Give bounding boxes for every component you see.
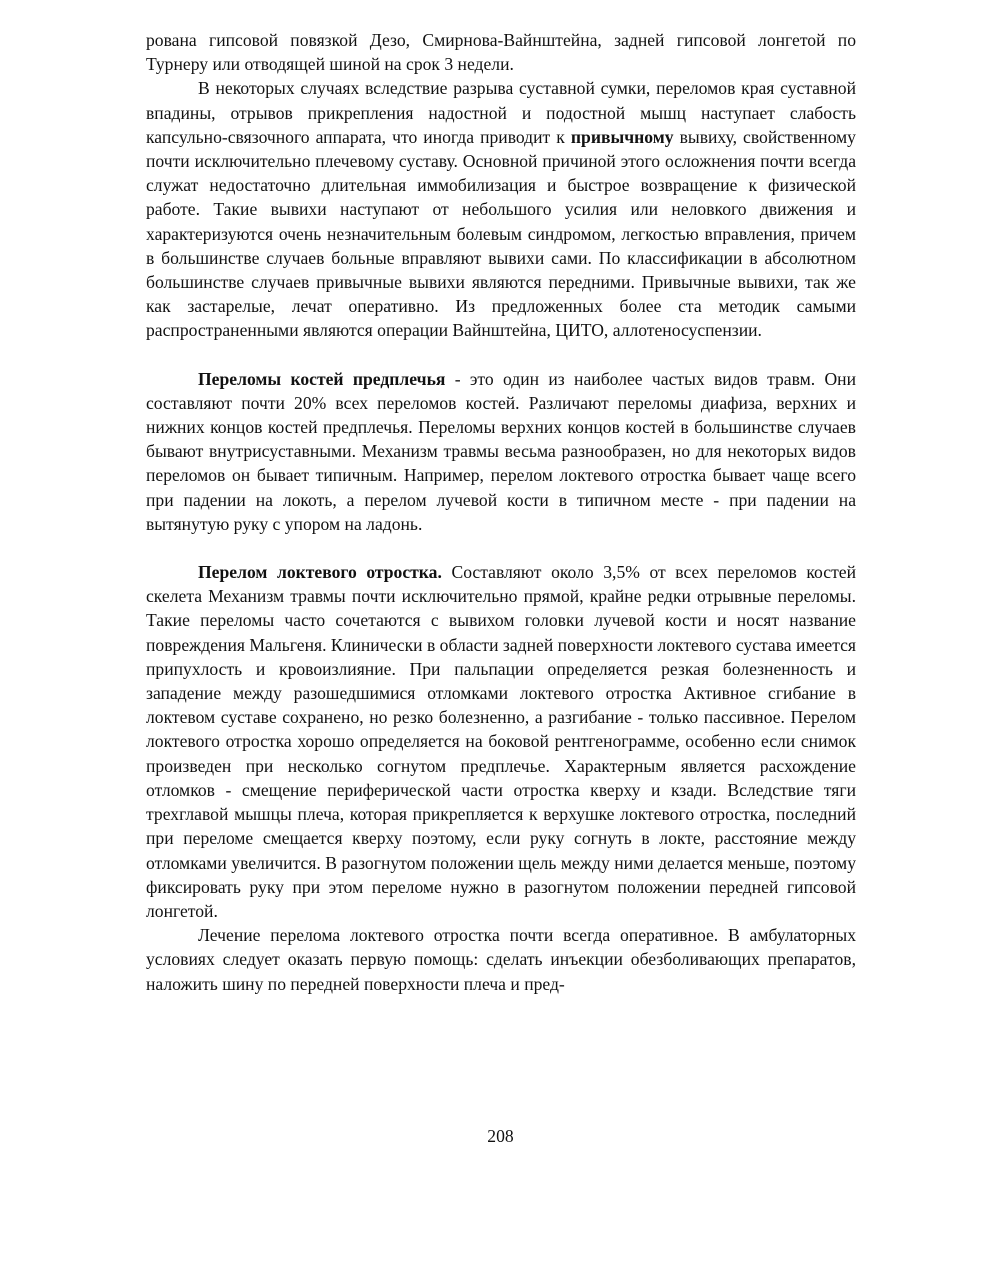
paragraph-text: Составляют около 3,5% от всех переломов костей скелета Механизм травмы почти исключительно прямой, крайне редки отрывные переломы. Такие переломы часто сочетаются с вывихом головки лучевой кости и носят название повреждения Мальгеня. Клинически в области задней поверхности локтевого сустава имеется припухлость и кровоизлияние. При пальпации определяется резкая болезненность и западение между разошедшимися отломками локтевого отростка Активное сгибание в локтевом суставе сохранено, но резко болезненно, а разгибание - только пассивное. Перелом локтевого отростка хорошо определяется на боковой рентгенограмме, особенно если снимок произведен при несколько согнутом предплечье. Характерным является расхождение отломков - смещение периферической части отростка кверху и кзади. Вследствие тяги трехглавой мышцы плеча, которая прикрепляется к верхушке локтевого отростка, последний при переломе смещается кверху поэтому, если руку согнуть в локте, расстояние между отломками увеличится. В разогнутом положении щель между ними делается меньше, поэтому фиксировать руку при этом переломе нужно в разогнутом положении передней гипсовой лонгетой.: [146, 562, 856, 921]
paragraph-treatment: [146, 923, 856, 996]
paragraph-text: Лечение перелома локтевого отростка почти всегда оперативное. В амбулаторных условиях следует оказать первую помощь: сделать инъекции обезболивающих препаратов, наложить шину по передней поверхности плеча и пред-: [146, 925, 856, 994]
paragraph-text: В некоторых случаях вследствие разрыва суставной сумки, переломов края суставной впадины, отрывов прикрепления надостной и подостной мышц наступает слабость капсульно-связочного аппарата, что иногда приводит к: [146, 78, 856, 147]
paragraph-olecranon-fracture: [146, 560, 856, 923]
page-number: 208: [487, 1126, 514, 1146]
page-body: [146, 28, 856, 996]
paragraph-text: - это один из наиболее частых видов травм. Они составляют почти 20% всех переломов костей. Различают переломы диафиза, верхних и нижних концов костей предплечья. Переломы верхних концов костей в большинстве случаев бывают внутрисуставными. Механизм травмы весьма разнообразен, но для некоторых видов переломов он бывает типичным. Например, перелом локтевого отростка бывает чаще всего при падении на локоть, а перелом лучевой кости в типичном месте - при падении на вытянутую руку с упором на ладонь.: [146, 368, 856, 534]
section-heading: Перелом локтевого отростка.: [198, 562, 442, 583]
paragraph-gap: [146, 536, 856, 560]
paragraph-forearm-fractures: [146, 367, 856, 536]
paragraph-gap: [146, 343, 856, 367]
paragraph-text: рована гипсовой повязкой Дезо, Смирнова-Вайнштейна, задней гипсовой лонгетой по Турнеру или отводящей шиной на срок 3 недели.: [146, 30, 856, 75]
bold-term: привычному: [570, 126, 674, 147]
section-heading: Переломы костей предплечья: [198, 368, 446, 389]
paragraph-text: вывиху, свойственному почти исключительно плечевому суставу. Основной причиной этого осложнения почти всегда служат недостаточно длительная иммобилизация и быстрое возвращение к физической работе. Такие вывихи наступают от небольшого усилия или неловкого движения и характеризуются очень незначительным болевым синдромом, легкостью вправления, причем в большинстве случаев больные вправляют вывихи сами. По классификации в абсолютном большинстве случаев привычные вывихи являются передними. Привычные вывихи, так же как застарелые, лечат оперативно. Из предложенных более ста методик самыми распространенными являются операции Вайнштейна, ЦИТО, аллотеносуспензии.: [146, 126, 856, 341]
paragraph-continuation: [146, 28, 856, 76]
paragraph-habitual-dislocation: [146, 76, 856, 342]
